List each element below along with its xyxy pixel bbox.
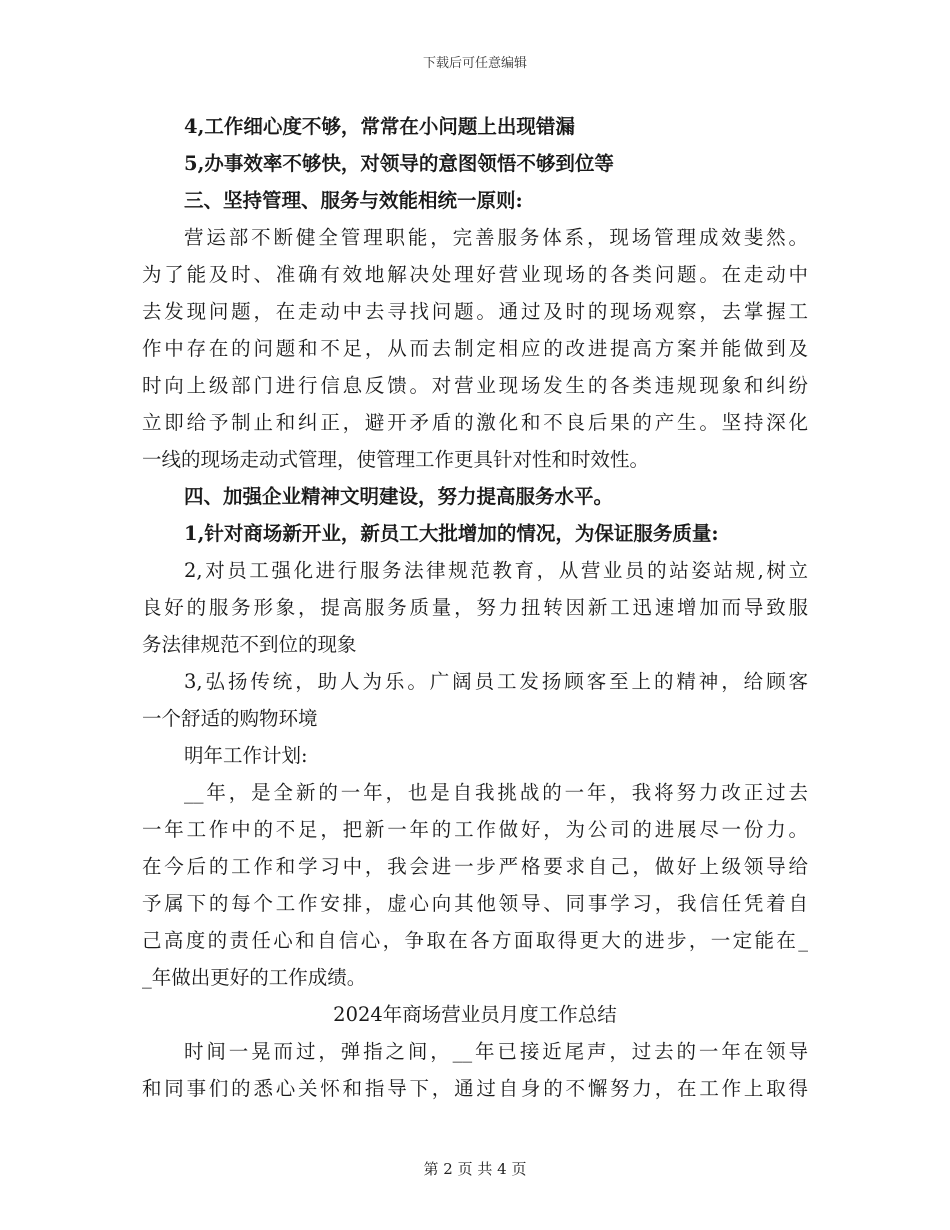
text-line: 良好的服务形象，提高服务质量，努力扭转因新工迅速增加而导致服 (142, 596, 808, 619)
text-line: 2,对员工强化进行服务法律规范教育，从营业员的站姿站规,树立 (184, 559, 808, 582)
text-line: 予属下的每个工作安排，虚心向其他领导、同事学习，我信任凭着自 (142, 892, 808, 915)
page-footer: 第 2 页 共 4 页 (423, 1160, 527, 1178)
text-line: 四、加强企业精神文明建设，努力提高服务水平。 (184, 485, 614, 508)
text-line: 立即给予制止和纠正，避开矛盾的激化和不良后果的产生。坚持深化 (142, 411, 808, 434)
text-line: 一年工作中的不足，把新一年的工作做好，为公司的进展尽一份力。 (142, 818, 808, 841)
text-line: 去发现问题，在走动中去寻找问题。通过及时的现场观察，去掌握工 (142, 300, 808, 323)
text-line: 1,针对商场新开业，新员工大批增加的情况，为保证服务质量: (184, 522, 719, 545)
text-line: 一个舒适的购物环境 (142, 707, 318, 730)
text-line: _年做出更好的工作成绩。 (142, 966, 367, 989)
text-line: 和同事们的悉心关怀和指导下，通过自身的不懈努力，在工作上取得 (142, 1077, 808, 1100)
text-line: 4,工作细心度不够，常常在小问题上出现错漏 (184, 115, 575, 138)
text-line: __年，是全新的一年，也是自我挑战的一年，我将努力改正过去 (184, 781, 808, 804)
text-line: 三、坚持管理、服务与效能相统一原则: (184, 189, 523, 212)
text-line: 时间一晃而过，弹指之间，__年已接近尾声，过去的一年在领导 (184, 1040, 808, 1063)
text-line: 务法律规范不到位的现象 (142, 633, 357, 656)
text-line: 作中存在的问题和不足，从而去制定相应的改进提高方案并能做到及 (142, 337, 808, 360)
text-line: 时向上级部门进行信息反馈。对营业现场发生的各类违规现象和纠纷 (142, 374, 808, 397)
text-line: 明年工作计划: (184, 744, 308, 767)
text-line: 一线的现场走动式管理，使管理工作更具针对性和时效性。 (142, 448, 650, 471)
text-line: 营运部不断健全管理职能，完善服务体系，现场管理成效斐然。 (184, 226, 808, 249)
document-body (142, 108, 808, 1107)
text-line: 在今后的工作和学习中，我会进一步严格要求自己，做好上级领导给 (142, 855, 808, 878)
text-line: 己高度的责任心和自信心，争取在各方面取得更大的进步，一定能在_ (142, 929, 808, 952)
text-line: 为了能及时、准确有效地解决处理好营业现场的各类问题。在走动中 (142, 263, 808, 286)
text-line: 5,办事效率不够快，对领导的意图领悟不够到位等 (184, 152, 614, 175)
header-note: 下载后可任意编辑 (422, 56, 527, 71)
section-title: 2024年商场营业员月度工作总结 (333, 1003, 617, 1026)
text-line: 3,弘扬传统，助人为乐。广阔员工发扬顾客至上的精神，给顾客 (184, 670, 808, 693)
